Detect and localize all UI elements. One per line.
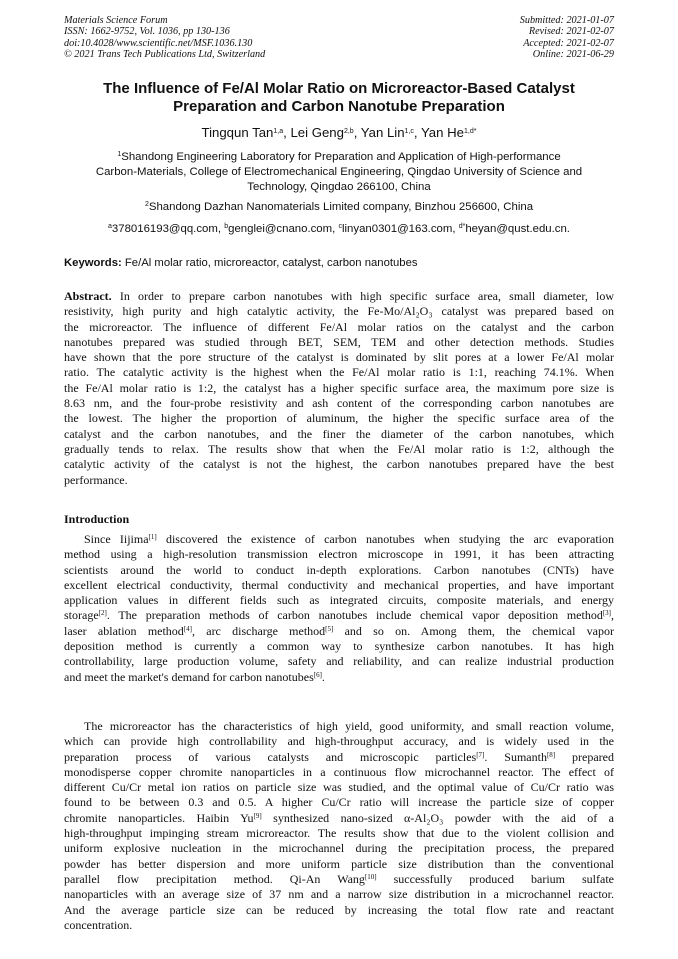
author-name: Lei Geng <box>290 125 344 140</box>
paragraph-line: And the average particle size can be reduced by increasing the total flow rate and reactant <box>64 902 614 917</box>
author-list <box>64 124 614 141</box>
paragraph-line: laser ablation method[4], arc discharge method[5] and so on. Among them, the chemical vapor <box>64 623 614 638</box>
email-address[interactable]: linyan0301@163.com <box>341 223 453 235</box>
paragraph-line: nanoparticles with an average size of 37 nm and a narrow size distribution in a microchannel reactor. <box>64 887 614 902</box>
paragraph-line: concentration. <box>64 917 133 932</box>
publication-dates <box>520 15 614 60</box>
author-name: Tingqun Tan <box>201 125 274 140</box>
paragraph-line: 8.63 nm, and the four-probe resistivity and ash content of the corresponding carbon nanotubes are <box>64 396 614 411</box>
affiliation-sup: 2 <box>144 201 149 208</box>
copyright-line: © 2021 Trans Tech Publications Ltd, Switzerland <box>64 48 266 60</box>
paragraph-line: which can provide high controllability and high-throughput accuracy, and is widely used in the <box>64 734 614 749</box>
revised-date: Revised: 2021-02-07 <box>528 26 614 38</box>
abstract-label: Abstract. <box>64 289 112 303</box>
affiliation-2 <box>64 200 614 215</box>
paragraph-line: ratio. The catalytic activity is the highest when the Fe/Al molar ratio is 1:1, reaching 74.1%. When <box>64 365 614 380</box>
citation-ref[interactable]: [7] <box>476 750 485 759</box>
author-affil-sup: 1,a <box>273 128 284 135</box>
email-separator: , <box>217 223 225 235</box>
paragraph-line: method using a high-resolution transmission electron microscope in 1991, it has been attracting <box>64 547 614 562</box>
doi-line[interactable]: doi:10.4028/www.scientific.net/MSF.1036.130 <box>64 37 253 49</box>
paragraph-line: storage[2]. The preparation methods of carbon nanotubes include chemical vapor deposition method[3], <box>64 608 614 623</box>
email-address[interactable]: heyan@qust.edu.cn. <box>465 223 570 235</box>
introduction-paragraph-1 <box>64 532 614 685</box>
paragraph-line: The microreactor has the characteristics of high yield, good uniformity, and small reaction volume, <box>84 719 614 733</box>
affiliation-1 <box>64 150 614 195</box>
paragraph-line: deposition method is currently a common way to synthesize carbon nanotubes. It has high <box>64 639 614 654</box>
email-sup: a <box>108 223 112 230</box>
paragraph-line: application values in different fields such as integrated circuits, composite materials, and energy <box>64 593 614 608</box>
citation-ref[interactable]: [5] <box>325 624 334 633</box>
author-affil-sup: 1,c <box>404 128 414 135</box>
paragraph-line: performance. <box>64 472 128 487</box>
email-separator: , <box>452 223 459 235</box>
author-name: Yan Lin <box>360 125 405 140</box>
email-address[interactable]: 378016193@qq.com <box>111 223 218 235</box>
citation-ref[interactable]: [3] <box>602 609 611 618</box>
citation-ref[interactable]: [6] <box>313 670 322 679</box>
paragraph-line: different Cu/Cr metal ion ratios on particle size was studied, and the optimal value of Cu/Cr ratio was <box>64 780 614 795</box>
email-list <box>64 222 614 237</box>
paragraph-line: nanotubes prepared was studied through BET, SEM, TEM and other detection methods. Studies <box>64 334 614 349</box>
affiliation-1-line-2: Carbon-Materials, College of Electromechanical Engineering, Qingdao University of Science and <box>95 166 583 178</box>
author-name: Yan He <box>420 125 464 140</box>
title-line-1: The Influence of Fe/Al Molar Ratio on Microreactor-Based Catalyst <box>103 80 575 97</box>
paragraph-line: uniform explosive nucleation in the microchannel during the precipitation process, the prepared <box>64 841 614 856</box>
paragraph-line: high-throughput impinging stream microreactor. The results show that due to the violent collision and <box>64 826 614 841</box>
paragraph-line: controllability, large production volume, safety and reliability, and can realize industrial production <box>64 654 614 669</box>
keywords-label: Keywords: <box>64 257 122 269</box>
issn-line: ISSN: 1662-9752, Vol. 1036, pp 130-136 <box>64 26 230 38</box>
email-separator: , <box>332 223 339 235</box>
paragraph-line: have shown that the pore structure of the catalyst is dominated by slit pores at a lower Fe/Al molar <box>64 350 614 365</box>
affiliation-sup: 1 <box>117 151 122 158</box>
affiliation-text: Shandong Dazhan Nanomaterials Limited company, Binzhou 256600, China <box>148 201 534 213</box>
introduction-paragraph-2 <box>64 719 614 933</box>
paragraph-line: catalytic activity of the catalyst is not the highest, the carbon nanotubes prepared have the best <box>64 457 614 472</box>
submitted-date: Submitted: 2021-01-07 <box>519 15 614 26</box>
paper-title <box>64 80 614 116</box>
paragraph-line: scientists around the world to conduct in-depth explorations. Carbon nanotubes (CNTs) have <box>64 562 614 577</box>
section-heading-introduction: Introduction <box>64 512 130 526</box>
paragraph-line: the microreactor. The influence of different Fe/Al molar ratios on the catalyst and the carbon <box>64 319 614 334</box>
paragraph-line: gradually tends to relax. The results show that when the Fe/Al molar ratio is 1:2, although the <box>64 441 614 456</box>
citation-ref[interactable]: [8] <box>546 750 556 759</box>
paragraph-line: excellent electrical conductivity, thermal conductivity and mechanical properties, and have important <box>64 577 614 592</box>
journal-info <box>64 15 265 60</box>
author-separator: , <box>283 125 291 140</box>
paragraph-line: chromite nanoparticles. Haibin Yu[9] synthesized nano-sized α-Al₂O₃ powder with the aid of a <box>64 810 614 825</box>
citation-ref[interactable]: [9] <box>253 811 262 820</box>
email-sup: b <box>224 223 229 230</box>
affiliation-1-line-1 <box>64 150 614 165</box>
paragraph-line: Since Iijima[1] discovered the existence of carbon nanotubes when studying the arc evaporation <box>84 532 614 546</box>
email-address[interactable]: genglei@cnano.com <box>228 223 333 235</box>
paragraph-line: resistivity, high purity and high catalytic activity, the Fe-Mo/Al₂O₃ catalyst was prepared based on <box>64 304 614 319</box>
paragraph-line: preparation process of various catalysts and microscopic particles[7]. Sumanth[8] prepared <box>64 749 614 764</box>
citation-ref[interactable]: [1] <box>148 533 157 541</box>
author-separator: , <box>353 125 361 140</box>
paragraph-line: catalyst and the carbon nanotubes, and the finer the diameter of the carbon nanotubes, which <box>64 426 614 441</box>
abstract <box>64 289 614 488</box>
paragraph-line: parallel flow precipitation method. Qi-An Wang[10] successfully produced barium sulfate <box>64 871 614 886</box>
paragraph-line: found to be between 0.3 and 0.5. A higher Cu/Cr ratio will increase the particle size of copper <box>64 795 614 810</box>
paragraph-line: the Fe/Al molar ratio is 1:2, the catalyst has a higher specific surface area, the maximum pore size is <box>64 380 614 395</box>
title-line-2: Preparation and Carbon Nanotube Preparation <box>173 98 505 115</box>
keywords <box>64 256 614 270</box>
keywords-text: Fe/Al molar ratio, microreactor, catalyst, carbon nanotubes <box>124 257 418 269</box>
citation-ref[interactable]: [2] <box>98 609 107 618</box>
email-sup: d* <box>458 223 466 230</box>
paragraph-line: the lowest. The higher the proportion of aluminum, the higher the specific surface area of the <box>64 411 614 426</box>
affiliation-text: Shandong Engineering Laboratory for Preparation and Application of High-performance <box>121 151 561 163</box>
online-date: Online: 2021-06-29 <box>532 48 614 60</box>
paragraph-line: powder has better dispersion and more uniform particle size distribution than the conventional <box>64 856 614 871</box>
paragraph-line: and meet the market's demand for carbon nanotubes[6]. <box>64 669 325 684</box>
author-separator: , <box>413 125 421 140</box>
author-affil-sup: 2,b <box>343 128 354 135</box>
citation-ref[interactable]: [10] <box>364 872 377 881</box>
paragraph-line: Abstract. In order to prepare carbon nanotubes with high specific surface area, small diameter, low <box>64 289 614 303</box>
email-sup: c <box>338 223 342 230</box>
author-affil-sup: 1,d* <box>464 128 477 135</box>
affiliation-1-line-3: Technology, Qingdao 266100, China <box>247 181 431 193</box>
citation-ref[interactable]: [4] <box>183 624 192 633</box>
accepted-date: Accepted: 2021-02-07 <box>523 37 614 49</box>
paragraph-line: monodisperse copper chromite nanoparticles in a continuous flow microchannel reactor. The effect of <box>64 764 614 779</box>
journal-name: Materials Science Forum <box>64 15 168 26</box>
